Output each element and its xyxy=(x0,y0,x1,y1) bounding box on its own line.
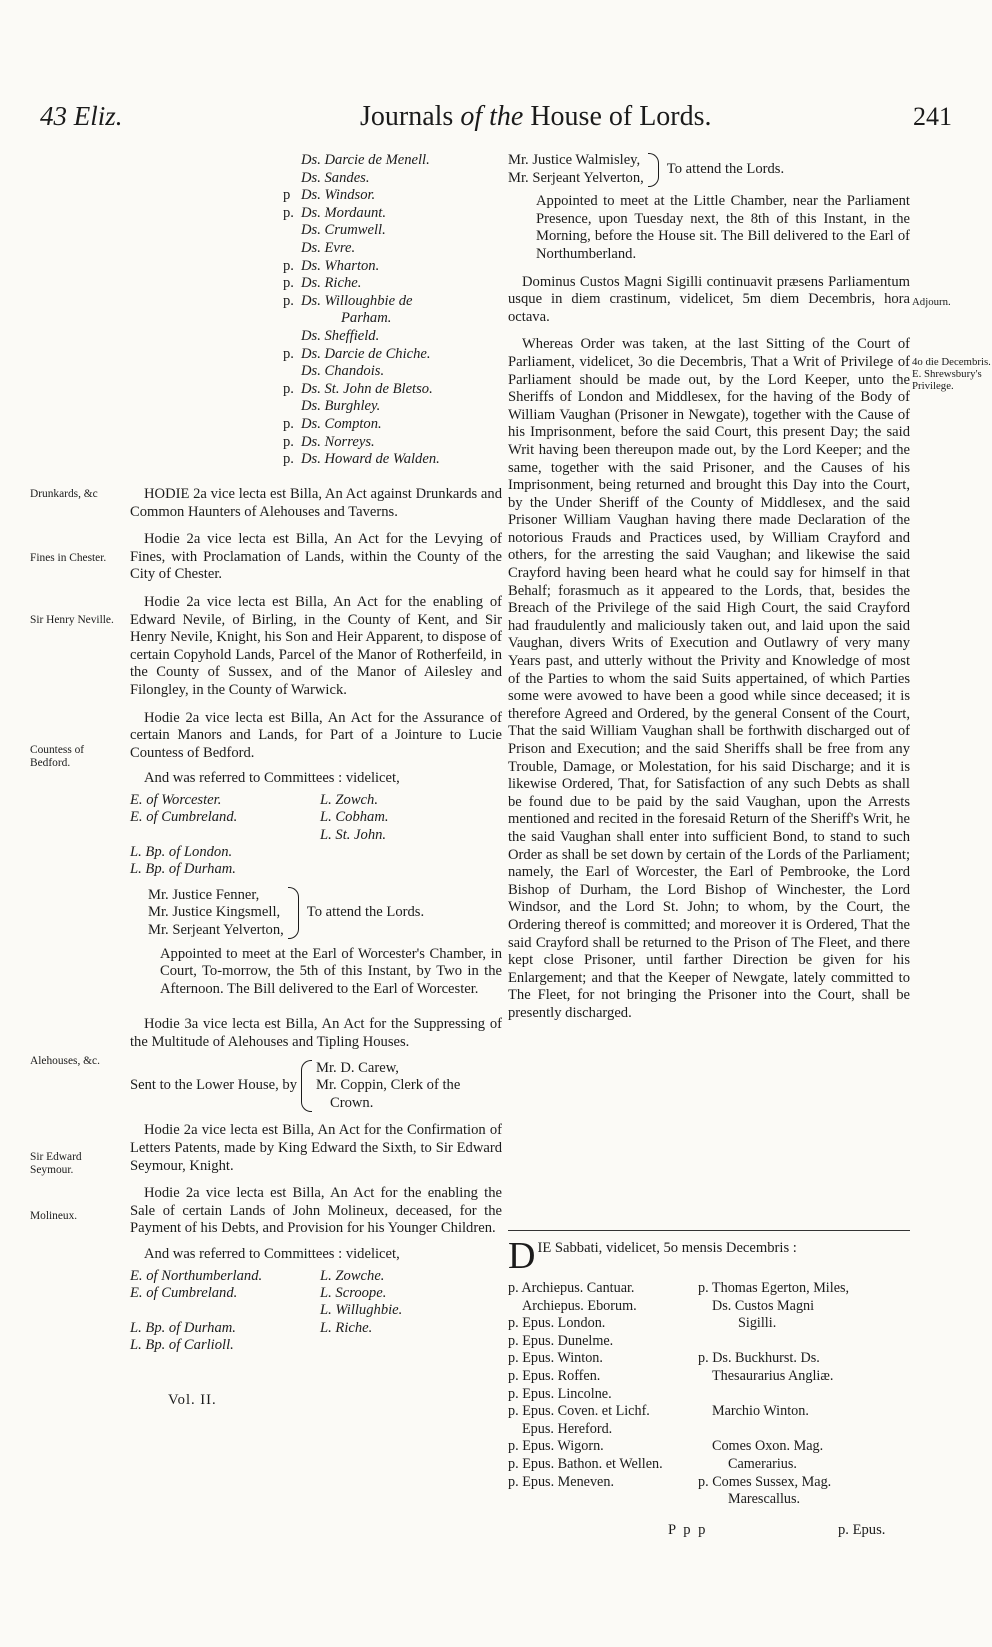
officer-entry: p. Comes Sussex, Mag. xyxy=(698,1473,832,1490)
committee-member: L. Bp. of Durham. xyxy=(130,1319,236,1336)
committee-member: E. of Cumbreland. xyxy=(130,1284,238,1301)
officer-entry: Camerarius. xyxy=(728,1455,797,1472)
lord-entry: p. Ds. St. John de Bletso. xyxy=(283,380,433,397)
page-header xyxy=(40,101,952,148)
lord-entry: p. Ds. Norreys. xyxy=(283,433,375,450)
prelate-entry: p. Epus. Dunelme. xyxy=(508,1332,614,1349)
regnal-year: 43 Eliz. xyxy=(40,101,123,131)
entry-alehouses: Hodie 3a vice lecta est Billa, An Act for the Suppressing of the Multitude of Alehouses and Tipling Houses. xyxy=(130,1016,502,1051)
margin-note-molineux: Molineux. xyxy=(30,1210,78,1222)
sabbati-heading xyxy=(508,1235,910,1277)
officer-entry xyxy=(698,1333,910,1351)
section-rule xyxy=(508,1230,910,1231)
margin-note-fines: Fines in Chester. xyxy=(30,552,107,564)
lord-entry: p. Ds. Mordaunt. xyxy=(283,204,386,221)
prelate-entry: p. Epus. Bathon. et Wellen. xyxy=(508,1455,663,1472)
sabbati-attendance xyxy=(508,1280,910,1508)
volume-label: Vol. II. xyxy=(168,1392,217,1408)
left-brace xyxy=(301,1060,312,1112)
committee-member: L. Cobham. xyxy=(320,809,389,826)
lord-entry: Ds. Burghley. xyxy=(301,398,381,415)
lord-entry: p Ds. Windsor. xyxy=(283,187,376,204)
justice-name: Mr. Serjeant Yelverton, xyxy=(508,169,644,186)
prelate-entry: Archiepus. Eborum. xyxy=(522,1297,637,1314)
sent-to-lower-house xyxy=(130,1060,502,1113)
justice-name: Mr. Justice Walmisley, xyxy=(508,152,641,168)
committee-member: L. Zowche. xyxy=(320,1267,385,1284)
committee-member: E. of Cumbreland. xyxy=(130,809,238,826)
committee-member: L. Bp. of Durham. xyxy=(130,861,236,878)
messenger-name: Mr. Coppin, Clerk of the xyxy=(316,1077,461,1094)
prelate-entry: p. Epus. Roffen. xyxy=(508,1367,601,1384)
attend-note: To attend the Lords. xyxy=(666,160,785,177)
lord-entry: p. Ds. Howard de Walden. xyxy=(283,451,440,468)
committee-list-molineux xyxy=(130,1268,502,1355)
margin-note-alehouses: Alehouses, &c. xyxy=(30,1055,100,1067)
right-column xyxy=(508,152,910,1023)
signature-mark: P p p xyxy=(668,1522,708,1538)
margin-note-bedford: Countess of Bedford. xyxy=(30,744,85,769)
right-brace xyxy=(648,153,659,187)
officer-entry: p. Thomas Egerton, Miles, xyxy=(698,1280,850,1296)
margin-note-drunkards: Drunkards, &c xyxy=(30,488,98,500)
committee-member: L. Zowch. xyxy=(320,791,378,808)
running-title-journals: Journals xyxy=(360,101,454,132)
entry-fines: Hodie 2a vice lecta est Billa, An Act for the Levying of Fines, with Proclamation of Lands, within the County of the City of Chester. xyxy=(130,531,502,583)
sent-label: Sent to the Lower House, by xyxy=(130,1077,297,1094)
prelate-entry: p. Epus. Lincolne. xyxy=(508,1385,612,1402)
lord-entry: p. Ds. Darcie de Chiche. xyxy=(283,345,431,362)
running-title-house: House of Lords. xyxy=(530,101,712,132)
sabbati-heading-text: IE Sabbati, videlicet, 5o mensis Decembris : xyxy=(537,1240,797,1256)
referred-line: And was referred to Committees : videlicet, xyxy=(144,770,400,787)
officer-entry: Marescallus. xyxy=(728,1491,801,1508)
prelate-entry: p. Epus. London. xyxy=(508,1315,606,1332)
committee-member: E. of Worcester. xyxy=(130,791,222,808)
left-column xyxy=(130,486,502,1355)
officer-entry: p. Ds. Buckhurst. Ds. xyxy=(698,1350,820,1367)
prelate-entry: Epus. Hereford. xyxy=(522,1420,613,1437)
committee-member: L. Bp. of Carlioll. xyxy=(130,1337,234,1354)
entry-seymour: Hodie 2a vice lecta est Billa, An Act for the Confirmation of Letters Patents, made by King Edward the Sixth, to Sir Edward Seymour, Knight. xyxy=(130,1122,502,1174)
officer-entry xyxy=(698,1386,910,1404)
committee-member: L. Willughbie. xyxy=(320,1302,403,1319)
margin-note-adjourn: Adjourn. xyxy=(912,296,951,308)
messenger-name: Mr. D. Carew, xyxy=(316,1059,399,1076)
lord-entry: Ds. Darcie de Menell. xyxy=(301,152,430,168)
entry-drunkards: HODIE 2a vice lecta est Billa, An Act against Drunkards and Common Haunters of Alehouses and Taverns. xyxy=(130,486,502,520)
prelate-entry: p. Epus. Coven. et Lichf. xyxy=(508,1403,650,1420)
page-number: 241 xyxy=(913,102,952,131)
margin-note-seymour: Sir Edward Seymour. xyxy=(30,1151,82,1176)
prelate-entry: p. Epus. Meneven. xyxy=(508,1473,614,1490)
messenger-name: Crown. xyxy=(330,1094,374,1111)
lord-entry: Ds. Sandes. xyxy=(301,169,370,186)
margin-note-nevile: Sir Henry Neville. xyxy=(30,614,114,626)
officer-entry: Marchio Winton. xyxy=(712,1403,809,1420)
lord-entry: p. Ds. Wharton. xyxy=(283,257,380,274)
prelate-entry: p. Archiepus. Cantuar. xyxy=(508,1280,635,1296)
lord-entry: p. Ds. Riche. xyxy=(283,275,362,292)
lord-entry: p. Ds. Willoughbie de xyxy=(283,292,413,309)
committee-member: E. of Northumberland. xyxy=(130,1267,263,1284)
committee-member: L. Riche. xyxy=(320,1319,373,1336)
entry-molineux: Hodie 2a vice lecta est Billa, An Act for the enabling the Sale of certain Lands of John Molineux, deceased, for the Payment of his Debts, and Provision for his Younger Children. xyxy=(130,1185,502,1237)
officer-entry: Ds. Custos Magni xyxy=(712,1297,815,1314)
lord-entry: Ds. Crumwell. xyxy=(301,222,386,239)
entry-nevile: Hodie 2a vice lecta est Billa, An Act for the enabling of Edward Nevile, of Birling, in the County of Kent, and Sir Henry Nevile, Knight, his Son and Heir Apparent, to dispose of certain Copyhold Lands, Parcel of the Manor of Rotherfeild, in the County of Sussex, and of the Manor of Ailesley and Filongley, in the County of Warwick. xyxy=(130,593,502,698)
committee-list-bedford xyxy=(130,792,502,879)
running-title xyxy=(360,101,712,132)
committee-member: L. St. John. xyxy=(320,826,387,843)
officer-entry: Sigilli. xyxy=(738,1315,777,1332)
lord-entry: Ds. Chandois. xyxy=(301,363,385,380)
referred-line: And was referred to Committees : videlicet, xyxy=(144,1245,400,1262)
privilege-order: Whereas Order was taken, at the last Sitting of the Court of Parliament, videlicet, 3o die Decembris, That a Writ of Privilege of Parliament should be made out, by the Lord Keeper, unto the Sheriffs of London and Middlesex, for the having of the Body of William Vaughan (Prisoner in Newgate), together with the Cause of his Imprisonment, before the said Court, this present Day; the said Writ having been thereupon made out, by the Lord Keeper; and the same, together with the said Prisoner, and the Causes of his Imprisonment, being returned and brought this Day into the Court, by the Under Sheriff of the County of Middlesex, and the said Prisoner William Vaughan having there made Declaration of the notorious Frauds and Practices used, by William Crayford and others, for the arresting the said Vaughan; and likewise the said Crayford having been heard what he could say for himself in that Behalf; forasmuch as it appeared to the Lords, that, besides the Breach of the Privilege of the said High Court, the said Crayford had fraudulently and maliciously taken out, and laid upon the said Vaughan, divers Writs of Execution and Outlawry of very many Years past, and utterly without the Privity and Knowledge of most of the Parties to whom the said Suits appertained, of which Parties some were avowed to have been a good while since deceased; it is therefore Agreed and Ordered, by the general Consent of the Court, That the said William Vaughan shall be forthwith discharged out of Prison and Execution; and the said Sheriffs shall be free from any Trouble, Damage, or Molestation, for his said Discharge; and it is likewise Ordered, That, for Satisfaction of any such Debts as shall be found due to be paid by the said Vaughan, upon the Arrests mentioned and recited in the foresaid Return of the Sheriff's Writ, he the said Vaughan shall enter into sufficient Bond, to stand to such Order as shall be set down by certain of the Lords of the Parliament; namely, the Earl of Worcester, the Earl of Pembrooke, the Lord Bishop of Durham, the Lord Bishop of Winchester, the Lord Windsor, and the Lord St. John; to whom, by the Court, the Ordering thereof is committed; and moreover it is Ordered, That the said Crayford shall be returned to the Prison of The Fleet, and there kept close Prisoner, until farther Direction be given for his Enlargement; and that the Keeper of Newgate, lately committed to The Fleet, for not bringing the Prisoner into the Court, shall be presently discharged. xyxy=(508,336,910,1021)
officer-entry xyxy=(698,1421,910,1439)
prelate-entry: p. Epus. Winton. xyxy=(508,1350,603,1367)
margin-note-privilege: 4o die Decembris. E. Shrewsbury's Privilege. xyxy=(912,356,991,392)
appointment-bedford: Appointed to meet at the Earl of Worcester's Chamber, in Court, To-morrow, the 5th of this Instant, by Two in the Afternoon. The Bill delivered to the Earl of Worcester. xyxy=(160,945,502,997)
adjournment: Dominus Custos Magni Sigilli continuavit præsens Parliamentum usque in diem crastinum, videlicet, 5m diem Decembris, hora octava. xyxy=(508,273,910,325)
officer-entry: Thesaurarius Angliæ. xyxy=(712,1367,834,1384)
justices-group-bedford xyxy=(148,887,502,940)
justice-name: Mr. Justice Kingsmell, xyxy=(148,904,281,921)
justice-name: Mr. Serjeant Yelverton, xyxy=(148,922,284,939)
catchword: p. Epus. xyxy=(838,1522,886,1538)
lord-entry: Parham. xyxy=(341,310,392,327)
entry-bedford: Hodie 2a vice lecta est Billa, An Act for the Assurance of certain Manors and Lands, for Part of a Jointure to Lucie Countess of Bedford. xyxy=(130,709,502,761)
committee-member: L. Bp. of London. xyxy=(130,844,233,861)
lords-attendance-list xyxy=(283,152,513,469)
attend-note: To attend the Lords. xyxy=(306,904,425,921)
justices-group-molineux xyxy=(508,152,910,187)
justice-name: Mr. Justice Fenner, xyxy=(148,886,260,903)
lord-entry: p. Ds. Compton. xyxy=(283,415,382,432)
running-title-of-the: of the xyxy=(460,101,524,132)
prelate-entry: p. Epus. Wigorn. xyxy=(508,1438,604,1455)
right-brace xyxy=(288,887,299,939)
appointment-molineux: Appointed to meet at the Little Chamber, near the Parliament Presence, upon Tuesday next, the 8th of this Instant, in the Morning, before the House sit. The Bill delivered to the Earl of Northumberland. xyxy=(536,193,910,262)
drop-cap: D xyxy=(508,1235,536,1277)
lord-entry: Ds. Sheffield. xyxy=(301,327,380,344)
committee-member: L. Scroope. xyxy=(320,1284,387,1301)
lord-entry: Ds. Evre. xyxy=(301,239,356,256)
officer-entry: Comes Oxon. Mag. xyxy=(712,1438,824,1455)
